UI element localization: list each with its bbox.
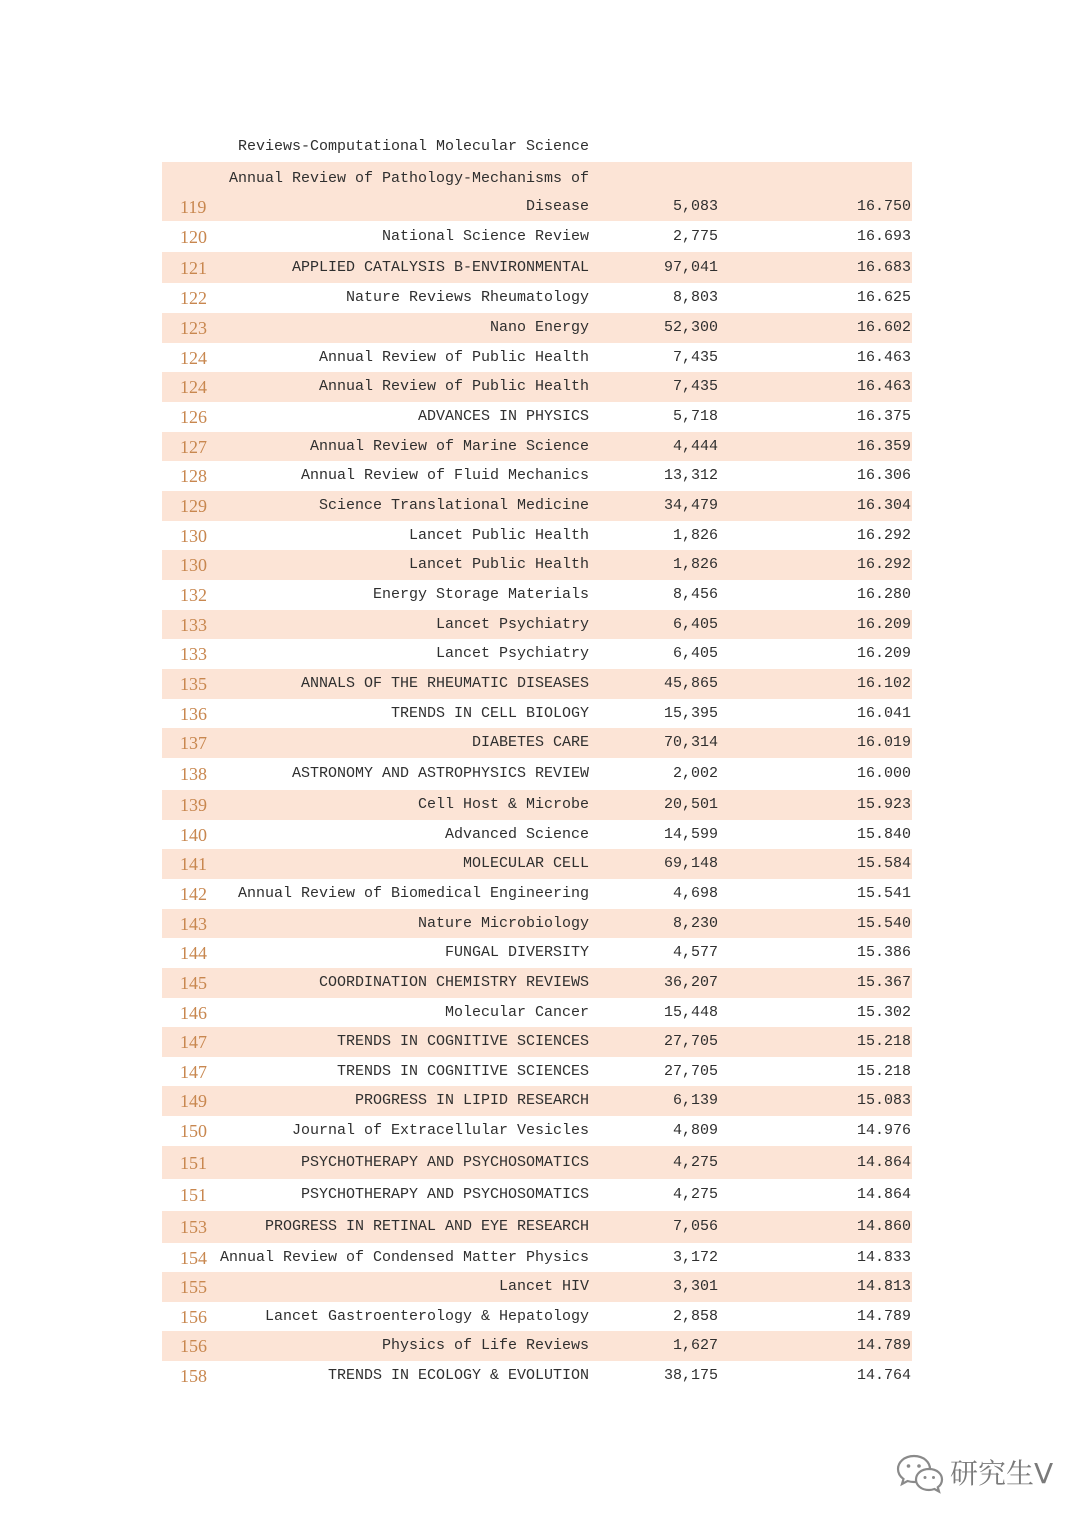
table-row [162, 639, 912, 669]
rank-cell: 132 [180, 585, 207, 605]
total-citations-cell: 7,435 [672, 378, 718, 395]
journal-name-cell: Nano Energy [489, 319, 589, 336]
impact-factor-cell: 16.041 [856, 704, 911, 722]
table-row [162, 1146, 912, 1179]
impact-factor-cell: 14.976 [856, 1122, 911, 1139]
rank-cell: 123 [180, 318, 207, 338]
rank-cell: 151 [180, 1185, 207, 1205]
total-citations-cell: 27,705 [663, 1062, 718, 1080]
journal-name-cell: PSYCHOTHERAPY AND PSYCHOSOMATICS [300, 1153, 589, 1171]
impact-factor-cell: 16.602 [856, 319, 911, 336]
table-row-continuation [162, 132, 912, 162]
total-citations-cell: 7,056 [672, 1218, 718, 1235]
total-citations-cell: 70,314 [663, 734, 718, 751]
rank-cell: 135 [180, 674, 207, 694]
table-row [162, 580, 912, 610]
journal-name-cell: Annual Review of Condensed Matter Physics [219, 1248, 589, 1266]
table-row [162, 461, 912, 491]
journal-name-cell: Annual Review of Fluid Mechanics [300, 467, 589, 484]
table-row [162, 491, 912, 521]
rank-cell: 133 [180, 644, 207, 664]
impact-factor-cell: 14.833 [856, 1248, 911, 1266]
table-row [162, 968, 912, 998]
rank-cell: 153 [180, 1217, 207, 1237]
table-row [162, 283, 912, 313]
impact-factor-cell: 16.304 [856, 497, 911, 514]
table-row [162, 1211, 912, 1243]
journal-name-cell: FUNGAL DIVERSITY [444, 944, 589, 961]
total-citations-cell: 69,148 [663, 855, 718, 872]
journal-name-cell: Annual Review of Marine Science [309, 437, 589, 455]
impact-factor-cell: 16.359 [856, 437, 911, 455]
rank-cell: 130 [180, 555, 207, 575]
journal-name-cell: Annual Review of Biomedical Engineering [237, 885, 589, 902]
rank-cell: 129 [180, 496, 207, 516]
total-citations-cell: 5,083 [672, 198, 718, 215]
rank-cell: 142 [180, 884, 207, 904]
watermark [896, 1452, 1053, 1496]
rank-cell: 124 [180, 347, 207, 368]
journal-name-cell: APPLIED CATALYSIS B-ENVIRONMENTAL [291, 258, 589, 276]
rank-cell: 154 [180, 1247, 207, 1268]
journal-name-cell: TRENDS IN ECOLOGY & EVOLUTION [327, 1367, 589, 1384]
journal-name-cell: Science Translational Medicine [318, 497, 589, 514]
total-citations-cell: 8,230 [672, 914, 718, 932]
impact-factor-cell: 15.840 [856, 825, 911, 843]
rank-cell: 130 [180, 525, 207, 546]
table-row [162, 909, 912, 938]
journal-name-cell: TRENDS IN CELL BIOLOGY [390, 704, 589, 722]
rank-cell: 146 [180, 1002, 207, 1023]
impact-factor-cell: 14.864 [856, 1186, 911, 1203]
rank-cell: 144 [180, 943, 207, 963]
rank-cell: 121 [180, 257, 207, 278]
impact-factor-cell: 15.367 [856, 974, 911, 991]
journal-name-cell: Nature Reviews Rheumatology [345, 289, 589, 306]
rank-cell: 126 [180, 407, 207, 427]
journal-name-cell: DIABETES CARE [471, 734, 589, 751]
rank-cell: 133 [180, 614, 207, 635]
impact-factor-cell: 14.813 [856, 1278, 911, 1295]
impact-factor-cell: 16.375 [856, 408, 911, 425]
rank-cell: 128 [180, 466, 207, 486]
table-row [162, 1057, 912, 1086]
impact-factor-cell: 16.209 [856, 615, 911, 633]
wechat-icon [896, 1452, 946, 1496]
journal-name-cell: COORDINATION CHEMISTRY REVIEWS [318, 974, 589, 991]
rank-cell: 145 [180, 973, 207, 993]
journal-name-cell: Physics of Life Reviews [381, 1337, 589, 1354]
table-row [162, 252, 912, 283]
total-citations-cell: 4,444 [672, 437, 718, 455]
total-citations-cell: 2,775 [672, 227, 718, 245]
impact-factor-cell: 14.789 [856, 1337, 911, 1354]
total-citations-cell: 14,599 [663, 825, 718, 843]
table-row [162, 162, 912, 221]
journal-name-cell: National Science Review [381, 227, 589, 245]
table-row [162, 372, 912, 402]
impact-factor-cell: 14.860 [856, 1218, 911, 1235]
rank-cell: 143 [180, 913, 207, 934]
table-row [162, 402, 912, 432]
total-citations-cell: 1,627 [672, 1337, 718, 1354]
total-citations-cell: 4,275 [672, 1153, 718, 1171]
journal-name-cell: Lancet Gastroenterology & Hepatology [264, 1307, 589, 1325]
total-citations-cell: 97,041 [663, 258, 718, 276]
table-row [162, 343, 912, 372]
impact-factor-cell: 16.463 [856, 378, 911, 395]
impact-factor-cell: 15.541 [856, 885, 911, 902]
table-row [162, 669, 912, 699]
table-row [162, 550, 912, 580]
journal-name-cell: TRENDS IN COGNITIVE SCIENCES [336, 1062, 589, 1080]
impact-factor-cell: 15.386 [856, 944, 911, 961]
table-row [162, 998, 912, 1027]
impact-factor-cell: 15.584 [856, 855, 911, 872]
total-citations-cell: 4,809 [672, 1122, 718, 1139]
table-row [162, 728, 912, 758]
total-citations-cell: 52,300 [663, 319, 718, 336]
impact-factor-cell: 16.750 [856, 198, 911, 215]
total-citations-cell: 2,002 [672, 765, 718, 782]
total-citations-cell: 4,275 [672, 1186, 718, 1203]
impact-factor-cell: 16.306 [856, 467, 911, 484]
journal-name-cell: Journal of Extracellular Vesicles [291, 1122, 589, 1139]
journal-ranking-table [162, 132, 912, 1391]
journal-name-cell: TRENDS IN COGNITIVE SCIENCES [336, 1033, 589, 1050]
impact-factor-cell: 15.302 [856, 1003, 911, 1021]
impact-factor-cell: 16.000 [856, 765, 911, 782]
total-citations-cell: 20,501 [663, 796, 718, 813]
journal-name-cell: Nature Microbiology [417, 914, 589, 932]
impact-factor-cell: 16.280 [856, 586, 911, 603]
total-citations-cell: 6,139 [672, 1092, 718, 1109]
table-row [162, 758, 912, 790]
table-row [162, 1243, 912, 1272]
impact-factor-cell: 16.019 [856, 734, 911, 751]
rank-cell: 119 [180, 197, 207, 217]
journal-name-cell: Annual Review of Public Health [318, 348, 589, 366]
impact-factor-cell: 15.218 [856, 1033, 911, 1050]
impact-factor-cell: 16.463 [856, 348, 911, 366]
journal-name-cell: MOLECULAR CELL [462, 855, 589, 872]
rank-cell: 150 [180, 1121, 207, 1141]
impact-factor-cell: 16.102 [856, 675, 911, 692]
table-row [162, 820, 912, 849]
impact-factor-cell: 15.218 [856, 1062, 911, 1080]
total-citations-cell: 34,479 [663, 497, 718, 514]
table-body [162, 162, 912, 1391]
impact-factor-cell: 15.083 [856, 1092, 911, 1109]
impact-factor-cell: 14.764 [856, 1367, 911, 1384]
total-citations-cell: 1,826 [672, 556, 718, 573]
total-citations-cell: 3,172 [672, 1248, 718, 1266]
journal-name-cell: ANNALS OF THE RHEUMATIC DISEASES [300, 675, 589, 692]
total-citations-cell: 8,456 [672, 586, 718, 603]
impact-factor-cell: 16.625 [856, 289, 911, 306]
journal-name-cell: ADVANCES IN PHYSICS [417, 408, 589, 425]
journal-name-cell: Cell Host & Microbe [417, 796, 589, 813]
table-row [162, 521, 912, 550]
table-row [162, 610, 912, 639]
rank-cell: 151 [180, 1152, 207, 1173]
rank-cell: 136 [180, 703, 207, 724]
journal-name-cell: Lancet Psychiatry [435, 615, 589, 633]
total-citations-cell: 38,175 [663, 1367, 718, 1384]
table-row [162, 1027, 912, 1057]
rank-cell: 155 [180, 1277, 207, 1297]
table-row [162, 1272, 912, 1302]
total-citations-cell: 13,312 [663, 467, 718, 484]
impact-factor-cell: 16.693 [856, 227, 911, 245]
table-row [162, 1361, 912, 1391]
rank-cell: 149 [180, 1091, 207, 1111]
total-citations-cell: 45,865 [663, 675, 718, 692]
total-citations-cell: 5,718 [672, 408, 718, 425]
journal-name-cell: ASTRONOMY AND ASTROPHYSICS REVIEW [291, 765, 589, 782]
table-row [162, 938, 912, 968]
rank-cell: 138 [180, 764, 207, 784]
journal-name-cell: Annual Review of Pathology-Mechanisms of Disease [228, 170, 589, 215]
rank-cell: 124 [180, 377, 207, 397]
total-citations-cell: 6,405 [672, 615, 718, 633]
journal-name-cell: Molecular Cancer [444, 1003, 589, 1021]
total-citations-cell: 36,207 [663, 974, 718, 991]
rank-cell: 122 [180, 288, 207, 308]
rank-cell: 120 [180, 226, 207, 247]
table-row [162, 313, 912, 343]
table-row [162, 1179, 912, 1211]
rank-cell: 158 [180, 1366, 207, 1386]
total-citations-cell: 2,858 [672, 1307, 718, 1325]
total-citations-cell: 6,405 [672, 645, 718, 662]
table-row [162, 849, 912, 879]
journal-name-cell: Lancet HIV [498, 1278, 589, 1295]
impact-factor-cell: 14.864 [856, 1153, 911, 1171]
total-citations-cell: 7,435 [672, 348, 718, 366]
journal-name-cell: Lancet Psychiatry [435, 645, 589, 662]
impact-factor-cell: 16.292 [856, 526, 911, 544]
total-citations-cell: 15,448 [663, 1003, 718, 1021]
total-citations-cell: 3,301 [672, 1278, 718, 1295]
impact-factor-cell: 14.789 [856, 1307, 911, 1325]
table-row [162, 699, 912, 728]
impact-factor-cell: 16.292 [856, 556, 911, 573]
journal-name-cell: Energy Storage Materials [372, 586, 589, 603]
total-citations-cell: 4,577 [672, 944, 718, 961]
total-citations-cell: 8,803 [672, 289, 718, 306]
table-row [162, 1116, 912, 1146]
journal-name-cell: PROGRESS IN RETINAL AND EYE RESEARCH [264, 1218, 589, 1235]
rank-cell: 147 [180, 1032, 207, 1052]
rank-cell: 137 [180, 733, 207, 753]
total-citations-cell: 15,395 [663, 704, 718, 722]
table-row [162, 432, 912, 461]
total-citations-cell: 4,698 [672, 885, 718, 902]
journal-name-cell: Lancet Public Health [408, 526, 589, 544]
journal-name-cell: Lancet Public Health [408, 556, 589, 573]
journal-name-cell: Reviews-Computational Molecular Science [237, 138, 589, 155]
rank-cell: 156 [180, 1336, 207, 1356]
total-citations-cell: 1,826 [672, 526, 718, 544]
rank-cell: 147 [180, 1061, 207, 1082]
table-row [162, 1331, 912, 1361]
table-row [162, 790, 912, 820]
rank-cell: 156 [180, 1306, 207, 1327]
journal-name-cell: Advanced Science [444, 825, 589, 843]
impact-factor-cell: 16.683 [856, 258, 911, 276]
journal-name-cell: PROGRESS IN LIPID RESEARCH [354, 1092, 589, 1109]
table-row [162, 879, 912, 909]
rank-cell: 141 [180, 854, 207, 874]
rank-cell: 127 [180, 436, 207, 457]
impact-factor-cell: 16.209 [856, 645, 911, 662]
total-citations-cell: 27,705 [663, 1033, 718, 1050]
table-row [162, 221, 912, 252]
table-row [162, 1302, 912, 1331]
journal-name-cell: Annual Review of Public Health [318, 378, 589, 395]
rank-cell: 140 [180, 824, 207, 845]
rank-cell: 139 [180, 795, 207, 815]
journal-name-cell: PSYCHOTHERAPY AND PSYCHOSOMATICS [300, 1186, 589, 1203]
watermark-text: 研究生V [950, 1457, 1054, 1490]
impact-factor-cell: 15.923 [856, 796, 911, 813]
impact-factor-cell: 15.540 [856, 914, 911, 932]
table-row [162, 1086, 912, 1116]
